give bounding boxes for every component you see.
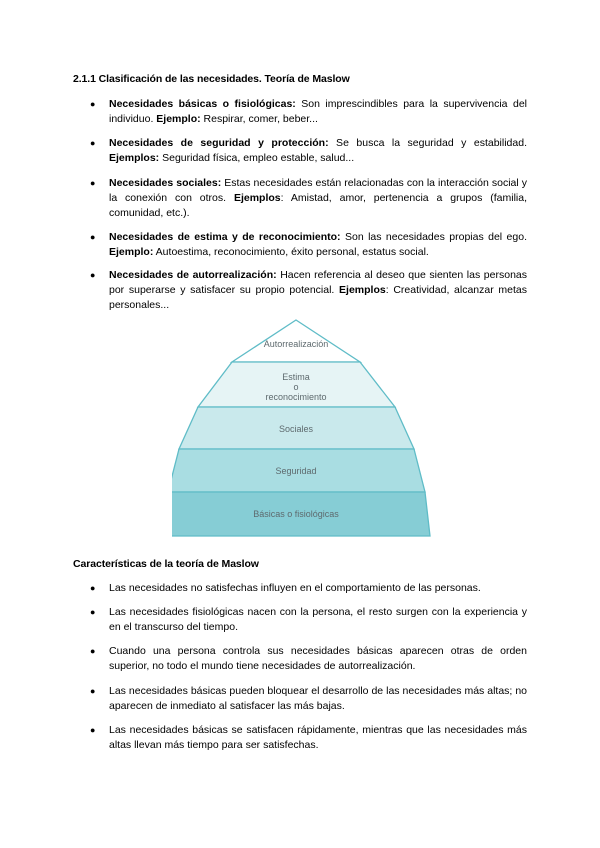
pyramid-label-estima: Estima: [282, 372, 310, 382]
section-heading-maslow: 2.1.1 Clasificación de las necesidades. Teoría de Maslow: [73, 73, 350, 85]
list-item: [90, 581, 527, 596]
item-text: Las necesidades básicas pueden bloquear el desarrollo de las necesidades más altas; no aparecen de inmediato al satisfacer las más bajas.: [109, 685, 527, 713]
bullet-icon: ●: [90, 232, 96, 242]
item-term: Necesidades de estima y de reconocimiento:: [109, 231, 341, 243]
item-term: Necesidades de seguridad y protección:: [109, 137, 329, 149]
item-text: Las necesidades fisiológicas nacen con la persona, el resto surgen con la experiencia y en el transcurso del tiempo.: [109, 606, 527, 634]
list-item: [90, 230, 527, 260]
bullet-icon: ●: [90, 686, 96, 696]
bullet-icon: ●: [90, 607, 96, 617]
item-text: Se busca la seguridad y estabilidad.: [328, 137, 527, 149]
item-text: Cuando una persona controla sus necesidades básicas aparecen otras de orden superior, no todo el mundo tiene necesidades de autorrealización.: [109, 645, 527, 673]
bullet-icon: ●: [90, 178, 96, 188]
bullet-icon: ●: [90, 646, 96, 656]
list-item: [90, 268, 527, 314]
example-label: Ejemplo:: [156, 113, 201, 126]
pyramid-label-sociales: Sociales: [278, 424, 314, 434]
item-text: Estas necesidades están relacionadas con la interacción social y la conexión con otros.: [109, 177, 527, 205]
example-text: : Amistad, amor, pertenencia a grupos (familia, comunidad, etc.).: [109, 192, 527, 220]
example-text: Autoestima, reconocimiento, éxito personal, estatus social.: [153, 246, 429, 259]
item-term: Necesidades de autorrealización:: [109, 269, 277, 281]
example-label: Ejemplos: [339, 284, 386, 297]
bullet-icon: ●: [90, 583, 96, 593]
example-text: Seguridad física, empleo estable, salud...: [159, 152, 355, 165]
list-item: [90, 176, 527, 222]
pyramid-label-seguridad: Seguridad: [275, 466, 317, 476]
item-text: Las necesidades básicas se satisfacen rápidamente, mientras que las necesidades más altas llevan más tiempo para ser satisfechas.: [109, 724, 527, 752]
list-item: [90, 136, 527, 166]
example-text: : Creatividad, alcanzar metas personales...: [109, 284, 527, 312]
pyramid-label-o: o: [293, 382, 299, 392]
item-term: Necesidades básicas o fisiológicas:: [109, 98, 296, 110]
item-text: Son las necesidades propias del ego.: [340, 231, 527, 243]
bullet-icon: ●: [90, 138, 96, 148]
pyramid-label-autorrealizacion: Autorrealización: [263, 339, 329, 349]
example-label: Ejemplos:: [109, 152, 160, 165]
list-item: [90, 644, 527, 674]
list-item: [90, 97, 527, 127]
item-text: Son imprescindibles para la supervivencia del individuo.: [109, 98, 527, 126]
section-heading-caracteristicas: Características de la teoría de Maslow: [73, 558, 259, 570]
pyramid-label-basicas: Básicas o fisiológicas: [253, 509, 339, 519]
example-label: Ejemplos: [233, 192, 281, 205]
bullet-icon: ●: [90, 725, 96, 735]
item-text: Hacen referencia al deseo que sienten las personas por superarse y satisfacer su propio potencial.: [109, 269, 527, 297]
pyramid-label-reconocimiento: reconocimiento: [265, 392, 327, 402]
bullet-icon: ●: [90, 99, 96, 109]
example-text: Respirar, comer, beber...: [200, 113, 318, 126]
example-label: Ejemplo:: [109, 246, 154, 259]
bullet-icon: ●: [90, 270, 96, 280]
item-text: Las necesidades no satisfechas influyen en el comportamiento de las personas.: [109, 582, 481, 594]
item-term: Necesidades sociales:: [109, 177, 222, 189]
maslow-pyramid-diagram: [172, 316, 432, 542]
list-item: [90, 684, 527, 714]
list-item: [90, 605, 527, 635]
list-item: [90, 723, 527, 753]
